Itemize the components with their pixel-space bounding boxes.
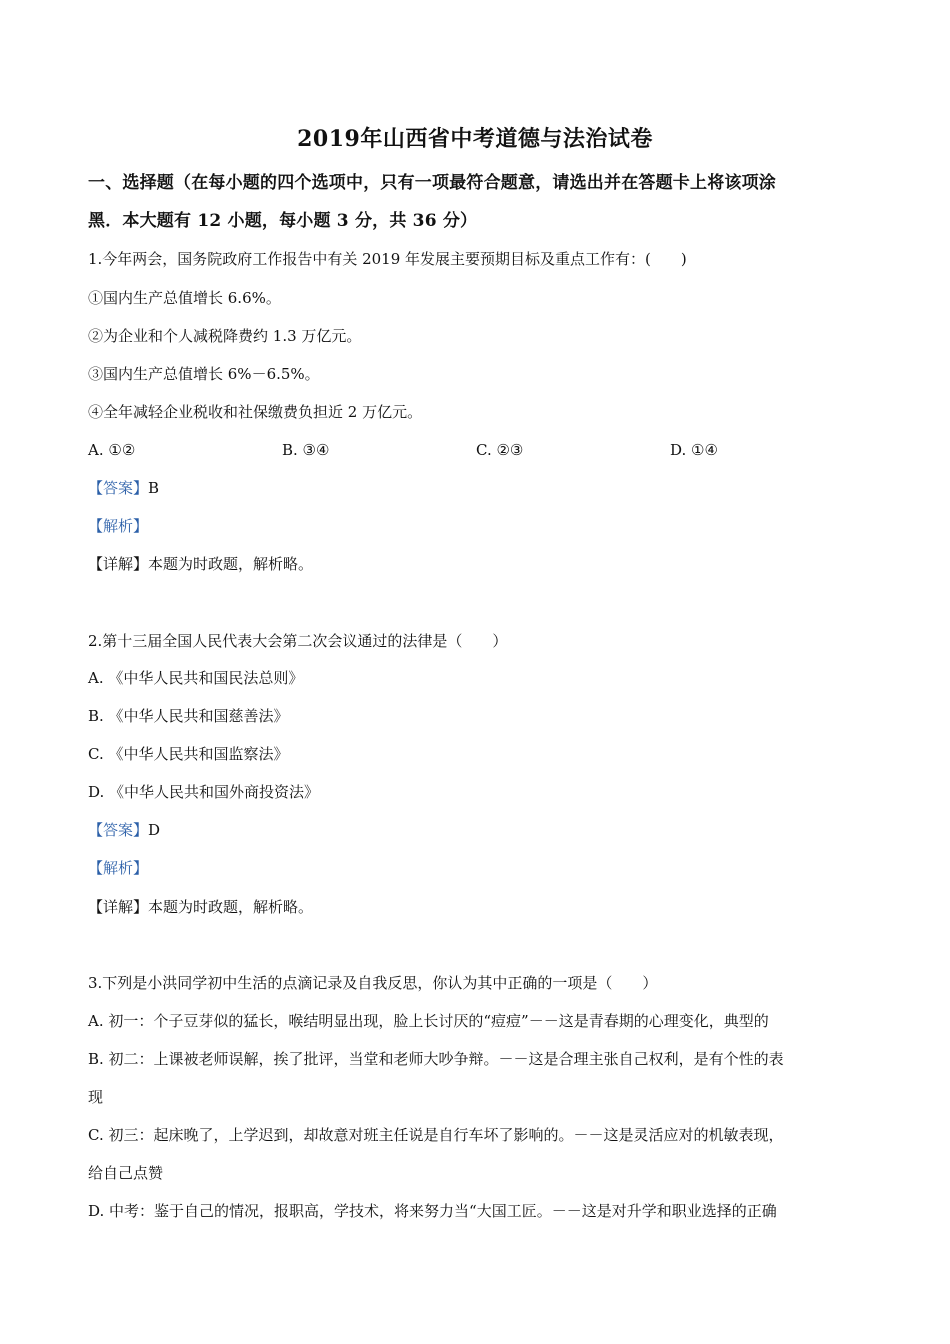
question-3-option-a: A. 初一：个子豆芽似的猛长，喉结明显出现，脸上长讨厌的“痘痘”－－这是青春期的心理变化，典型的 (88, 1012, 769, 1030)
question-2-option-d: D. 《中华人民共和国外商投资法》 (88, 783, 320, 801)
question-1-statement-4: ④全年减轻企业税收和社保缴费负担近 2 万亿元。 (88, 403, 423, 421)
question-3-stem: 3.下列是小洪同学初中生活的点滴记录及自我反思，你认为其中正确的一项是（ ） (88, 974, 658, 992)
question-1-answer (88, 477, 878, 499)
question-1-statement-3: ③国内生产总值增长 6%－6.5%。 (88, 365, 320, 383)
question-1-option-c: C. ②③ (476, 441, 524, 459)
question-2-option-b: B. 《中华人民共和国慈善法》 (88, 707, 289, 725)
question-3-option-c-cont: 给自己点赞 (88, 1164, 164, 1182)
question-1-option-d: D. ①④ (670, 441, 718, 459)
question-1-analysis-tag: 【解析】 (88, 517, 149, 535)
question-1-statement-2: ②为企业和个人减税降费约 1.3 万亿元。 (88, 327, 362, 345)
page-title: 2019年山西省中考道德与法治试卷 (297, 126, 653, 152)
question-2-option-c: C. 《中华人民共和国监察法》 (88, 745, 289, 763)
question-3-option-b: B. 初二：上课被老师误解，挨了批评，当堂和老师大吵争辩。－－这是合理主张自己权利，是有个性的表 (88, 1050, 784, 1068)
answer-tag: 【答案】 (88, 821, 149, 839)
question-2-detail: 【详解】本题为时政题，解析略。 (88, 898, 314, 916)
question-1-option-a: A. ①② (88, 441, 136, 459)
question-3-option-b-cont: 现 (88, 1088, 104, 1106)
section-heading-line-2: 黑．本大题有 12 小题，每小题 3 分，共 36 分） (88, 211, 478, 231)
answer-value: B (148, 479, 160, 497)
question-2-stem: 2.第十三届全国人民代表大会第二次会议通过的法律是（ ） (88, 632, 508, 650)
question-1-stem: 1.今年两会，国务院政府工作报告中有关 2019 年发展主要预期目标及重点工作有：( ) (88, 250, 687, 268)
section-heading-line-1: 一、选择题（在每小题的四个选项中，只有一项最符合题意，请选出并在答题卡上将该项涂 (88, 173, 776, 193)
question-2-analysis-tag: 【解析】 (88, 859, 149, 877)
question-1-option-b: B. ③④ (282, 441, 330, 459)
answer-tag: 【答案】 (88, 479, 149, 497)
answer-value: D (148, 821, 161, 839)
question-1-detail: 【详解】本题为时政题，解析略。 (88, 555, 314, 573)
question-3-option-c: C. 初三：起床晚了，上学迟到，却故意对班主任说是自行车坏了影响的。－－这是灵活应对的机敏表现， (88, 1126, 784, 1144)
question-2-answer (88, 819, 878, 841)
question-2-option-a: A. 《中华人民共和国民法总则》 (88, 669, 304, 687)
question-3-option-d: D. 中考：鉴于自己的情况，报职高，学技术，将来努力当“大国工匠。－－这是对升学和职业选择的正确 (88, 1202, 777, 1220)
question-1-statement-1: ①国内生产总值增长 6.6%。 (88, 289, 281, 307)
